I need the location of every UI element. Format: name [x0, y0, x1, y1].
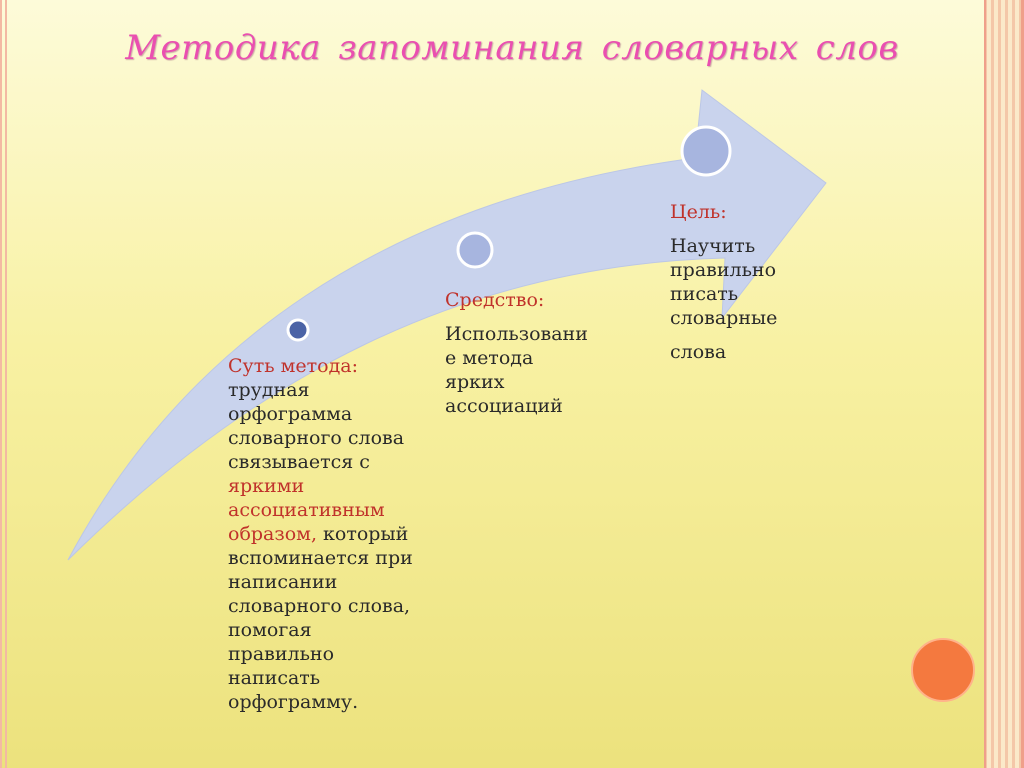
- step-means-line: ярких: [445, 371, 505, 393]
- step-means-heading: Средство:: [445, 289, 545, 311]
- step-essence-line: вспоминается при: [228, 547, 413, 569]
- step-goal: [670, 200, 810, 364]
- step-essence-line: написать: [228, 667, 321, 689]
- step-essence-line: орфограмму.: [228, 691, 359, 713]
- step-essence-line: словарного слова,: [228, 595, 411, 617]
- timeline-dot-1: [288, 320, 308, 340]
- step-essence-heading: Суть метода:: [228, 355, 359, 377]
- step-essence-highlight: ассоциативным: [228, 499, 385, 521]
- step-goal-line: правильно: [670, 259, 777, 281]
- step-essence-line: связывается с: [228, 451, 370, 473]
- step-essence-highlight: яркими: [228, 475, 305, 497]
- orange-circle-icon: [912, 639, 974, 701]
- step-essence-line: трудная: [228, 379, 310, 401]
- step-goal-line: слова: [670, 341, 727, 363]
- step-goal-line: Научить: [670, 235, 756, 257]
- step-essence-line: словарного слова: [228, 427, 405, 449]
- step-essence-line-mixed: [228, 522, 448, 546]
- step-goal-line: писать: [670, 283, 739, 305]
- step-goal-line: словарные: [670, 307, 778, 329]
- step-essence-line: орфограмма: [228, 403, 353, 425]
- step-essence-highlight: образом,: [228, 523, 317, 545]
- step-means-line: ассоциаций: [445, 395, 563, 417]
- step-essence-line: помогая: [228, 619, 312, 641]
- step-goal-heading: Цель:: [670, 201, 727, 223]
- step-means-line: е метода: [445, 347, 534, 369]
- step-means: [445, 288, 615, 418]
- step-essence-line: написании: [228, 571, 338, 593]
- slide-title: Методика запоминания словарных слов: [125, 28, 899, 68]
- step-means-line: Использовани: [445, 323, 588, 345]
- timeline-dot-3: [682, 127, 730, 175]
- step-essence-line: правильно: [228, 643, 335, 665]
- timeline-dot-2: [458, 233, 492, 267]
- step-essence-trailing: который: [317, 523, 409, 545]
- step-essence: [228, 354, 448, 714]
